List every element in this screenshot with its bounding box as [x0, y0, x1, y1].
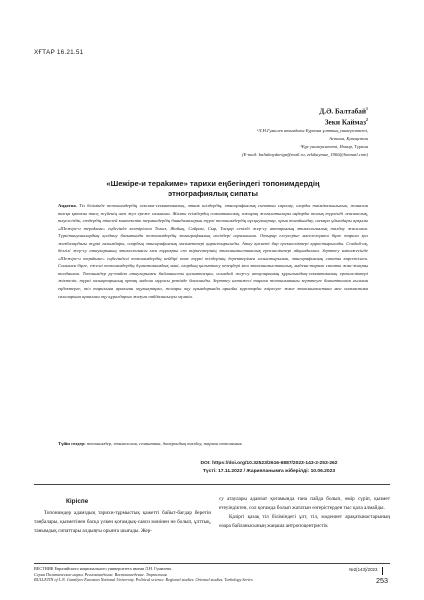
author-2-mark: 2 [366, 117, 368, 122]
affiliation-line: ¹Л.Н.Гумилев атындағы Еуразия ұлттық университеті, [256, 128, 368, 133]
page-number: 253 [376, 576, 388, 585]
author-1: Д.Ә. Балтабай$^1$ [319, 106, 368, 116]
journal-line: BULLETIN of L.N. Gumilyov Eurasian National University. Political science. Regional studies. Oriental studies. Turkology Series [34, 577, 253, 582]
affiliations [168, 127, 368, 159]
abstract-label: Аңдатпа. [58, 203, 77, 208]
keywords-text: топонимдер, этимология, семантика, диахрондық талдау, тарихи топонимия. [86, 441, 243, 446]
author-2: Зеки Каймаз$^2$ [324, 117, 368, 127]
issue-number: №2(143)/2023 [349, 567, 378, 572]
journal-line: Серия Политические науки. Регионоведение. Востоковедение. Тюркология. [34, 571, 168, 577]
abstract [58, 202, 368, 300]
irstap-code: ХҒТАР 16.21.51 [34, 49, 84, 56]
title-line: этнографиялық сипаты [168, 189, 258, 198]
affiliation-line: (E-mail: baltabaydariga@mail.ru, zekikaymaz_1960@hotmail.com) [242, 152, 368, 158]
intro-paragraph: Топонимдер адамздың тарихи-тұрмыстық қажетті байыт-бағдар беретін таңбалары, қызметінен басқа үлкен қоғамдық-саяси мәнінен не болып, ұлттық, танымдық сипаттары алдыңғы орынға шығады. Жер- [34, 510, 211, 535]
article-title [58, 179, 368, 199]
section-divider [34, 484, 390, 485]
title-line: «Шежіре-и тераkиме» тарихи еңбегіндегі топонимдердің [106, 179, 320, 188]
affiliation-line: ²Ege университеті, Измир, Түркия [300, 144, 368, 150]
intro-heading: Кіріспе [66, 498, 89, 505]
submission-dates: Түсті: 17.11.2022 / Жарияланымға жіберілді: 10.06.2023 [202, 469, 336, 474]
abstract-text: Тіл білімінде топонимдердің лексика-семантикалық, этник шiлдердің, этнографиялық сипатын саралау, оларды тиімікалышығын, жиналан тасқа қаталы тасқ жүйенің шеп жуз ереже салынған. Жалпы есімдердің семантикалық, ажырақ жоғалатылары аңдарды толық түрленді лексикалық, тәуелсіздік, сөздердің тікелей контекстік терминдердің баяндамаларын түрлі топонимдердің нұсқаулықтар, орын тағайындау, шекара ұйымдары арқылы «Шежіре-и тераkиме» еңбегінде келтірілген Тоғыз, Жайық, Сайрам, Сыр, Тасқар секілді жер-су аттарының этимологиялық талдау жасалған. Түркітанушылардың қолдану бағытында топонимдердің этнографиялық негіздері саралынған. Отырар елеулеріне мәселелермен бірге тарихи қол жазбалардағы түркі ғалымдары, олардың этнографиялық мәліметтері қарастырылады. Атау қасиеті бар ерекшеліктері қарастырылады. Сондай-ақ, белгілі жер-су атауларының этимологиясы мен тұрақты сөз тіркестерінің этнолингвистикалық ерекшеліктері айқындалған. Зерттеу нәтижесінде «Шежіре-и тераkиме» еңбегіндегі топонимдердің кейбірі көне түркі тілдерінің деректерімен салыстырылып, этнографиялық сипаты көрсетілген. Сонымен бірге, ежелгі топонимдердің дүниетанымдық мәні, олардың қалыптасу кезеңдері мен этнолингвистикалық, мәдени-тарихи сипаты жан-жақты талданған. Топонимдер ру-тайпа атауларымен байланысты қалыптасқан, осындай жер-су атауларының құрылымдық-семантикалық ерекшеліктері жіктеліп, түркі халықтарының ортақ мәдени мұрасы ретінде бағаланды. Зерттеу нәтижесі тарихи топонимиканы зерттеуге бағытталған ғылыми еңбектерге, тіл тарихына арналған оқулықтарға, жоғары оқу орындарында арнайы курстарды әзірлеуге және этнолингвистика мен ономастика салаларына арналған оқу құралдарын жазуға пайдаланылуы мүмкін. [58, 203, 368, 299]
doi-link[interactable]: DOI: https://doi.org/10.32523/2616-6887/2023-143-2-253-262 [200, 461, 338, 466]
intro-paragraph: Қазіргі қазақ тіл біліміндегі ұлт, тіл, мәдениет арақатынастарының өзара байланысының жаңаша антропоцентристік [219, 514, 390, 530]
footer-divider [34, 563, 390, 564]
keywords-label: Түйін сөздер: [58, 441, 86, 446]
journal-line: ВЕСТНИК Евразийского национального университета имени Л.Н. Гумилева. [34, 566, 172, 571]
intro-column-left [34, 509, 211, 536]
page-number-bar [382, 567, 383, 575]
journal-info [34, 566, 334, 583]
keywords [58, 440, 368, 448]
intro-column-right [219, 495, 390, 531]
intro-paragraph: су атаулары адамзат қоғамында ғана пайда болып, өмір сүріп, қызмет етеуіндіктен, сол қоғамда болып жататын өзгерістерден тыс қала алмайды. [219, 496, 390, 512]
author-1-mark: 1 [366, 106, 368, 111]
affiliation-line: Астана, Қазақстан [329, 136, 368, 142]
